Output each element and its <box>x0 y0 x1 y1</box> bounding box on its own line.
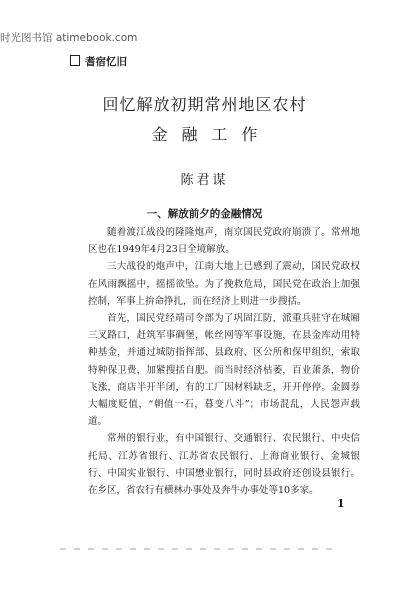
article-title: 回忆解放初期常州地区农村 <box>102 95 307 114</box>
article-body <box>88 224 360 499</box>
section-subheading: 一、解放前夕的金融情况 <box>146 208 263 220</box>
article-title-line2: 金融工作 <box>151 125 272 144</box>
watermark: 时光图书馆 atimebook.com <box>0 32 138 44</box>
scan-artifact <box>60 548 340 550</box>
section-tag-label: 耆宿忆旧 <box>85 56 127 68</box>
section-tag <box>70 54 127 69</box>
author-name: 陈君谋 <box>180 173 229 188</box>
paragraph: 首先，国民党经靖司令部为了巩固江防，派重兵驻守在城厢三叉路口，赶筑军事碉堡，帐丝网等军事设施，在县金库动用特种基金，并通过城防指挥部、县政府、区公所和保甲组织，索取特种保卫费，加紧搜括自肥。而当时经济枯萎，百业萧条，物价飞涨，商店半开半闭，有的工厂因材料缺乏，开开停停。金圆券大幅度贬值，“朝值一石，暮变八斗”；市场混乱，人民怨声载道。 <box>88 313 360 428</box>
page-number: 1 <box>337 497 345 510</box>
checkbox-square-icon <box>70 55 80 66</box>
paragraph: 三大战役的炮声中，江南大地上已感到了震动，国民党政权在风雨飘摇中，摇摇欲坠。为了挽救危局，国民党在政治上加强控制，军事上拚命挣扎，而在经济上则进一步搜括。 <box>88 261 360 307</box>
paragraph: 随着渡江战役的隆隆炮声，南京国民党政府崩溃了。常州地区也在1949年4月23日全境解放。 <box>88 227 360 256</box>
paragraph: 常州的银行业，有中国银行、交通银行、农民银行、中央信托局、江苏省银行、江苏省农民银行、上海商业银行、金城银行、中国实业银行、中国懋业银行，同时县政府还创设县银行。在乡区，省农行有横林办事处及奔牛办事处等10多家。 <box>88 433 360 497</box>
